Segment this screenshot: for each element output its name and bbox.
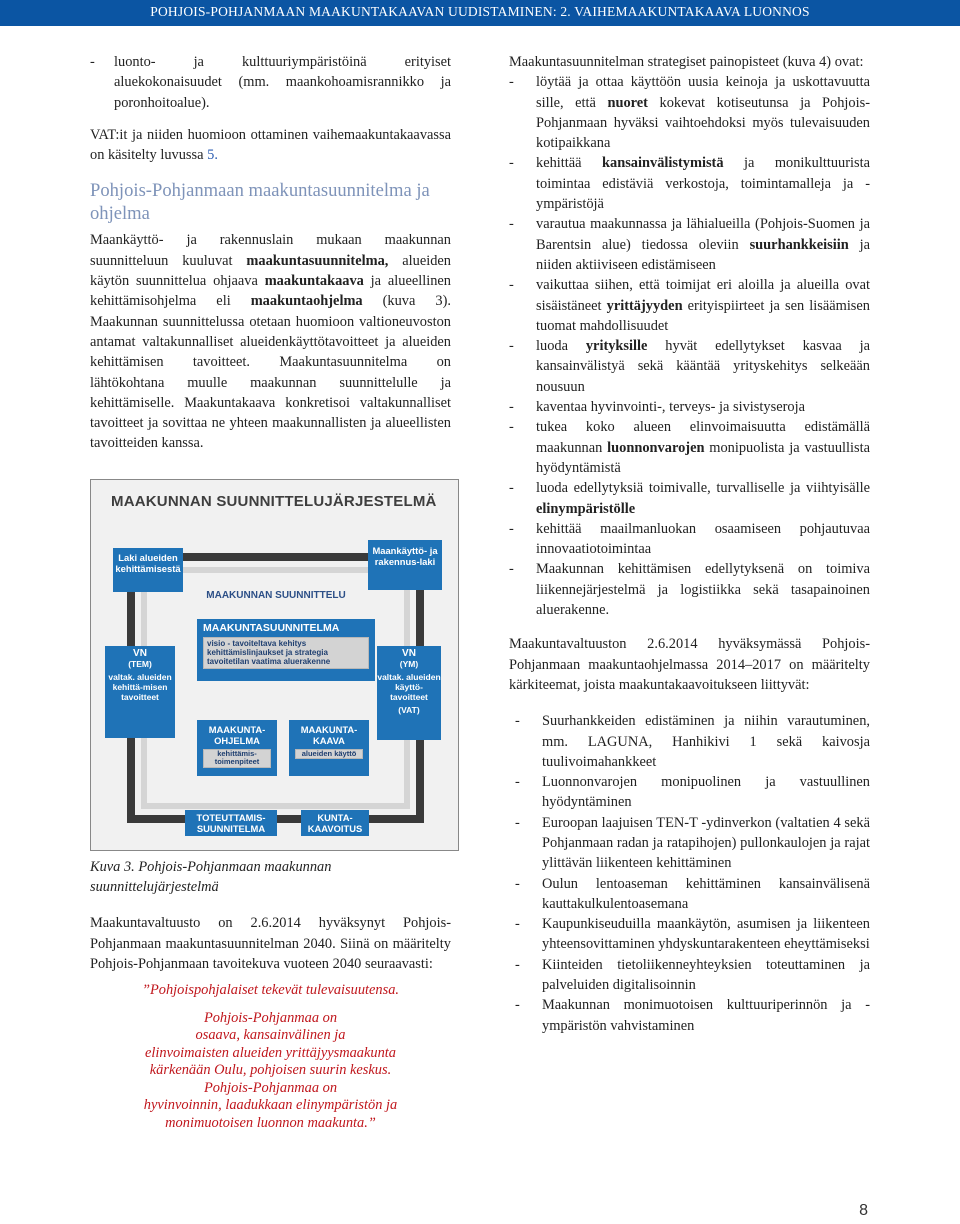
quote-line: Pohjois-Pohjanmaa on <box>203 1079 338 1096</box>
page-header: POHJOIS-POHJANMAAN MAAKUNTAKAAVAN UUDISTAMINEN: 2. VAIHEMAAKUNTAKAAVA LUONNOS <box>0 0 960 26</box>
list-item: tavoitetilan vaatima aluerakenne <box>207 657 331 667</box>
vn-ym-label: VN <box>402 647 416 659</box>
plan-2040-paragraph: Maakuntavaltuusto on 2.6.2014 hyväksynyt Pohjois-Pohjanmaan maakuntasuunnitelman 2040. Siinä on määritelty Pohjois-Pohjanmaan tavoitekuva vuoteen 2040 seuraavasti: <box>90 915 451 972</box>
list-item: - Maakunnan kehittämisen edellytyksenä on toimiva liikennejärjestelmä ja logistiikka sekä tasapainoinen aluerakenne. <box>509 559 870 620</box>
implementation-plan-box: TOTEUTTAMIS-SUUNNITELMA <box>185 810 277 836</box>
vn-tem-goals: valtak. alueiden kehittä-misen tavoitteet <box>108 671 172 702</box>
themes-list <box>509 711 870 1036</box>
list-item: - Kiinteiden tietoliikenneyhteyksien toteuttaminen ja palveluiden digitalisoinnin <box>515 955 870 996</box>
regional-land-use-plan-box <box>289 720 369 776</box>
vn-tem-label: VN <box>133 647 147 659</box>
programme-measures: kehittämis-toimenpiteet <box>203 749 271 768</box>
list-item: - Suurhankkeiden edistäminen ja niihin varautuminen, mm. LAGUNA, Hanhikivi 1 sekä kaivosja tuulivoimahankkeet <box>515 711 870 772</box>
list-item: - kehittää kansainvälistymistä ja monikulttuurista toimintaa edistäviä verkostoja, toimintamalleja ja -ympäristöjä <box>509 153 870 214</box>
list-item: visio - tavoiteltava kehitys <box>207 638 307 648</box>
page-number: 8 <box>859 1202 868 1219</box>
vat-label: (VAT) <box>398 704 420 715</box>
regional-planning-label: MAAKUNNAN SUUNNITTELU <box>206 589 346 601</box>
quote-line: Pohjois-Pohjanmaa on <box>203 1009 338 1026</box>
list-item: - vaikuttaa siihen, että toimijat eri aloilla ja alueilla ovat sisäistäneet yrittäjyyden erityispiirteet ja sen lisäämisen tuomat mahdollisuudet <box>509 275 870 336</box>
list-item: - Luonnonvarojen monipuolinen ja vastuullinen hyödyntäminen <box>515 772 870 813</box>
list-item: - Maakunnan monimuotoisen kulttuuriperinnön ja -ympäristön vahvistaminen <box>515 995 870 1036</box>
right-column <box>509 52 870 1036</box>
regional-plan-box <box>197 619 375 681</box>
planning-system-diagram <box>90 479 459 851</box>
programme-paragraph: Maakuntavaltuuston 2.6.2014 hyväksymässä Pohjois-Pohjanmaan maakuntaohjelmassa 2014–2017 on määritelty kärkiteemat, joista maakuntakaavoitukseen liittyvät: <box>509 636 870 693</box>
quote-line: osaava, kansainvälinen ja <box>195 1027 346 1044</box>
priorities-intro: Maakuntasuunnitelman strategiset painopisteet (kuva 4) ovat: <box>509 54 864 70</box>
law-regional-development-box: Laki alueiden kehittämisestä <box>113 548 183 592</box>
vision-quote <box>90 1010 451 1133</box>
list-item: - Oulun lentoaseman kehittäminen kansainvälisenä kauttakulkulentoasemana <box>515 874 870 915</box>
quote-line: monimuotoisen luonnon maakunta.” <box>165 1114 376 1131</box>
land-use: alueiden käyttö <box>295 749 363 760</box>
left-column <box>90 52 451 1132</box>
list-item: - varautua maakunnassa ja lähialueilla (Pohjois-Suomen ja Barentsin alue) tiedossa oleviin suurhankkeisiin ja niiden aktiiviseen edistämiseen <box>509 214 870 275</box>
list-item: kehittämislinjaukset ja strategia <box>207 648 328 658</box>
list-item: - luonto- ja kulttuuriympäristöinä erityiset aluekokonaisuudet (mm. maankohoamisrannikko ja poronhoitoalue). <box>90 52 451 113</box>
vn-tem-box <box>105 646 175 738</box>
list-item: - tukea koko alueen elinvoimaisuutta edistämällä maakunnan luonnonvarojen monipuolista ja vastuullista hyödyntämistä <box>509 417 870 478</box>
vat-paragraph: VAT:it ja niiden huomioon ottaminen vaihemaakuntakaavassa on käsitelty luvussa 5. <box>90 126 451 164</box>
vn-ym-ministry: (YM) <box>399 658 419 669</box>
vn-ym-box <box>377 646 441 740</box>
list-item: - luoda edellytyksiä toimivalle, turvalliselle ja viihtyisälle elinympäristölle <box>509 478 870 519</box>
list-item: - löytää ja ottaa käyttöön uusia keinoja ja uskottavuutta sille, että nuoret kokevat kotiseutunsa ja Pohjois-Pohjanmaan hyväksi vaihtoehdoksi myös tulevaisuuden kotipaikkana <box>509 72 870 153</box>
vn-ym-goals: valtak. alueiden käyttö-tavoitteet <box>377 671 441 702</box>
regional-plan-title: MAAKUNTASUUNNITELMA <box>203 621 340 634</box>
quote-line: elinvoimaisten alueiden yrittäjyysmaakunta <box>145 1044 396 1061</box>
quote-line: kärkenään Oulu, pohjoisen suurin keskus. <box>149 1062 392 1079</box>
vision-quote-opening: ”Pohjoispohjalaiset tekevät tulevaisuutensa. <box>142 982 399 999</box>
figure-caption: Kuva 3. Pohjois-Pohjanmaan maakunnan suunnittelujärjestelmä <box>90 858 332 896</box>
left-top-list <box>90 52 451 113</box>
municipal-planning-box: KUNTA-KAAVOITUS <box>301 810 369 836</box>
priorities-list <box>509 72 870 620</box>
list-item: - Euroopan laajuisen TEN-T -ydinverkon (valtatien 4 sekä Pohjanmaan radan ja ratapihojen) pullonkaulojen ja rajat ylittävän liikenteen kehittäminen <box>515 813 870 874</box>
land-use-act-box: Maankäyttö- ja rakennus-laki <box>368 540 442 590</box>
regional-plan-contents <box>203 637 369 669</box>
chapter-link[interactable]: 5. <box>207 147 218 164</box>
list-item: - kehittää maailmanluokan osaamiseen pohjautuvaa innovaatiotoimintaa <box>509 519 870 560</box>
land-use-plan-title: MAAKUNTA-KAAVA <box>300 723 358 746</box>
list-item: - Kaupunkiseuduilla maankäytön, asumisen ja liikenteen yhteensovittaminen yhdyskuntarakenteen eheyttämiseksi <box>515 914 870 955</box>
diagram-title: MAAKUNNAN SUUNNITTELUJÄRJESTELMÄ <box>111 492 437 510</box>
vn-tem-ministry: (TEM) <box>128 658 152 669</box>
section-title: Pohjois-Pohjanmaan maakuntasuunnitelma ja ohjelma <box>90 180 430 225</box>
list-item: - luoda yrityksille hyvät edellytykset kasvaa ja kansainvälistyä sekä kääntää yrityskehitys selkeään nousuun <box>509 336 870 397</box>
list-item: - kaventaa hyvinvointi-, terveys- ja sivistyseroja <box>509 397 870 417</box>
planning-paragraph: Maankäyttö- ja rakennuslain mukaan maakunnan suunnitteluun kuuluvat maakuntasuunnitelma, alueiden käytön suunnittelua ohjaava maakuntakaava ja alueellinen kehittämisohjelma eli maakuntaohjelma (kuva 3). Maakunnan suunnittelussa otetaan huomioon valtioneuvoston antamat valtakunnalliset alueidenkäyttötavoitteet ja alueiden kehittämisen tavoitteet. Maakuntasuunnitelma on lähtökohtana muulle maakunnan suunnittelulle ja kehittämiselle. Maakuntakaava konkretisoi valtakunnalliset tavoitteet ja sovittaa ne yhteen maakunnallisten ja alueellisten tavoitteiden kanssa. <box>90 232 451 452</box>
programme-title: MAAKUNTA-OHJELMA <box>208 723 266 746</box>
quote-line: hyvinvoinnin, laadukkaan elinympäristön ja <box>143 1097 398 1114</box>
regional-programme-box <box>197 720 277 776</box>
